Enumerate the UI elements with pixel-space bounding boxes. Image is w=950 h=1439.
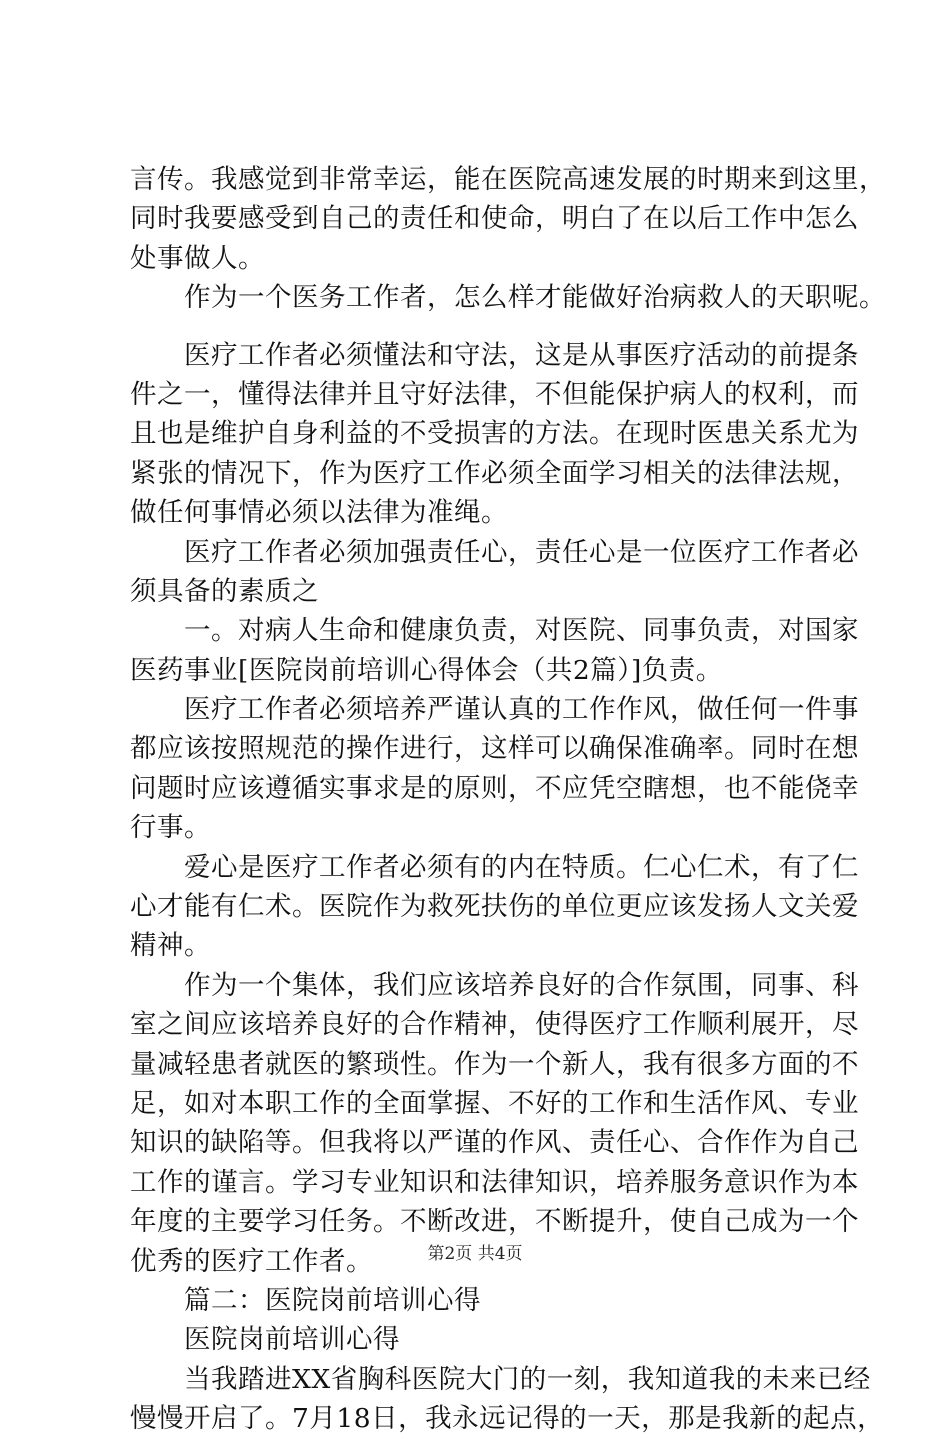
paragraph-gap [130,318,830,336]
text-line: 室之间应该培养良好的合作精神，使得医疗工作顺利展开，尽 [130,1009,859,1041]
text-line: 医药事业[医院岗前培训心得体会（共2篇）]负责。 [130,654,723,686]
text-line: 爱心是医疗工作者必须有的内在特质。仁心仁术，有了仁 [130,851,859,883]
text-line: 都应该按照规范的操作进行，这样可以确保准确率。同时在想 [130,733,859,765]
text-line: 量减轻患者就医的繁琐性。作为一个新人，我有很多方面的不 [130,1048,859,1080]
section-heading: 篇二：医院岗前培训心得 [130,1284,481,1316]
text-line: 精神。 [130,930,211,962]
text-line: 医疗工作者必须懂法和守法，这是从事医疗活动的前提条 [130,339,859,371]
page-footer: 第2页 共4页 [427,1244,523,1264]
text-line: 作为一个集体，我们应该培养良好的合作氛围，同事、科 [130,969,859,1001]
text-line: 问题时应该遵循实事求是的原则，不应凭空瞎想，也不能侥幸 [130,772,859,804]
text-line: 作为一个医务工作者，怎么样才能做好治病救人的天职呢。 [130,282,886,314]
text-line: 且也是维护自身利益的不受损害的方法。在现时医患关系尤为 [130,418,859,450]
text-line: 心才能有仁术。医院作为救死扶伤的单位更应该发扬人文关爱 [130,891,859,923]
text-line: 紧张的情况下，作为医疗工作必须全面学习相关的法律法规， [130,457,859,489]
text-line: 当我踏进XX省胸科医院大门的一刻，我知道我的未来已经 [130,1363,871,1395]
text-line: 件之一，懂得法律并且守好法律，不但能保护病人的权利，而 [130,378,859,410]
text-line: 须具备的素质之 [130,575,319,607]
text-line: 优秀的医疗工作者。 [130,1245,373,1277]
text-line: 行事。 [130,812,211,844]
text-line: 慢慢开启了。7月18日，我永远记得的一天，那是我新的起点， [130,1403,885,1435]
text-line: 医疗工作者必须加强责任心，责任心是一位医疗工作者必 [130,536,859,568]
text-line: 同时我要感受到自己的责任和使命，明白了在以后工作中怎么 [130,203,859,235]
text-line: 处事做人。 [130,242,265,274]
text-line: 医疗工作者必须培养严谨认真的工作作风，做任何一件事 [130,694,859,726]
text-line: 知识的缺陷等。但我将以严谨的作风、责任心、合作作为自己 [130,1127,859,1159]
text-line: 做任何事情必须以法律为准绳。 [130,497,508,529]
text-line: 足，如对本职工作的全面掌握、不好的工作和生活作风、专业 [130,1087,859,1119]
text-line: 工作的谨言。学习专业知识和法律知识，培养服务意识作为本 [130,1166,859,1198]
text-line: 言传。我感觉到非常幸运，能在医院高速发展的时期来到这里， [130,164,886,195]
text-line: 一。对病人生命和健康负责，对医院、同事负责，对国家 [130,615,859,647]
text-line: 年度的主要学习任务。不断改进，不断提升，使自己成为一个 [130,1206,859,1238]
section-subtitle: 医院岗前培训心得 [130,1324,400,1356]
